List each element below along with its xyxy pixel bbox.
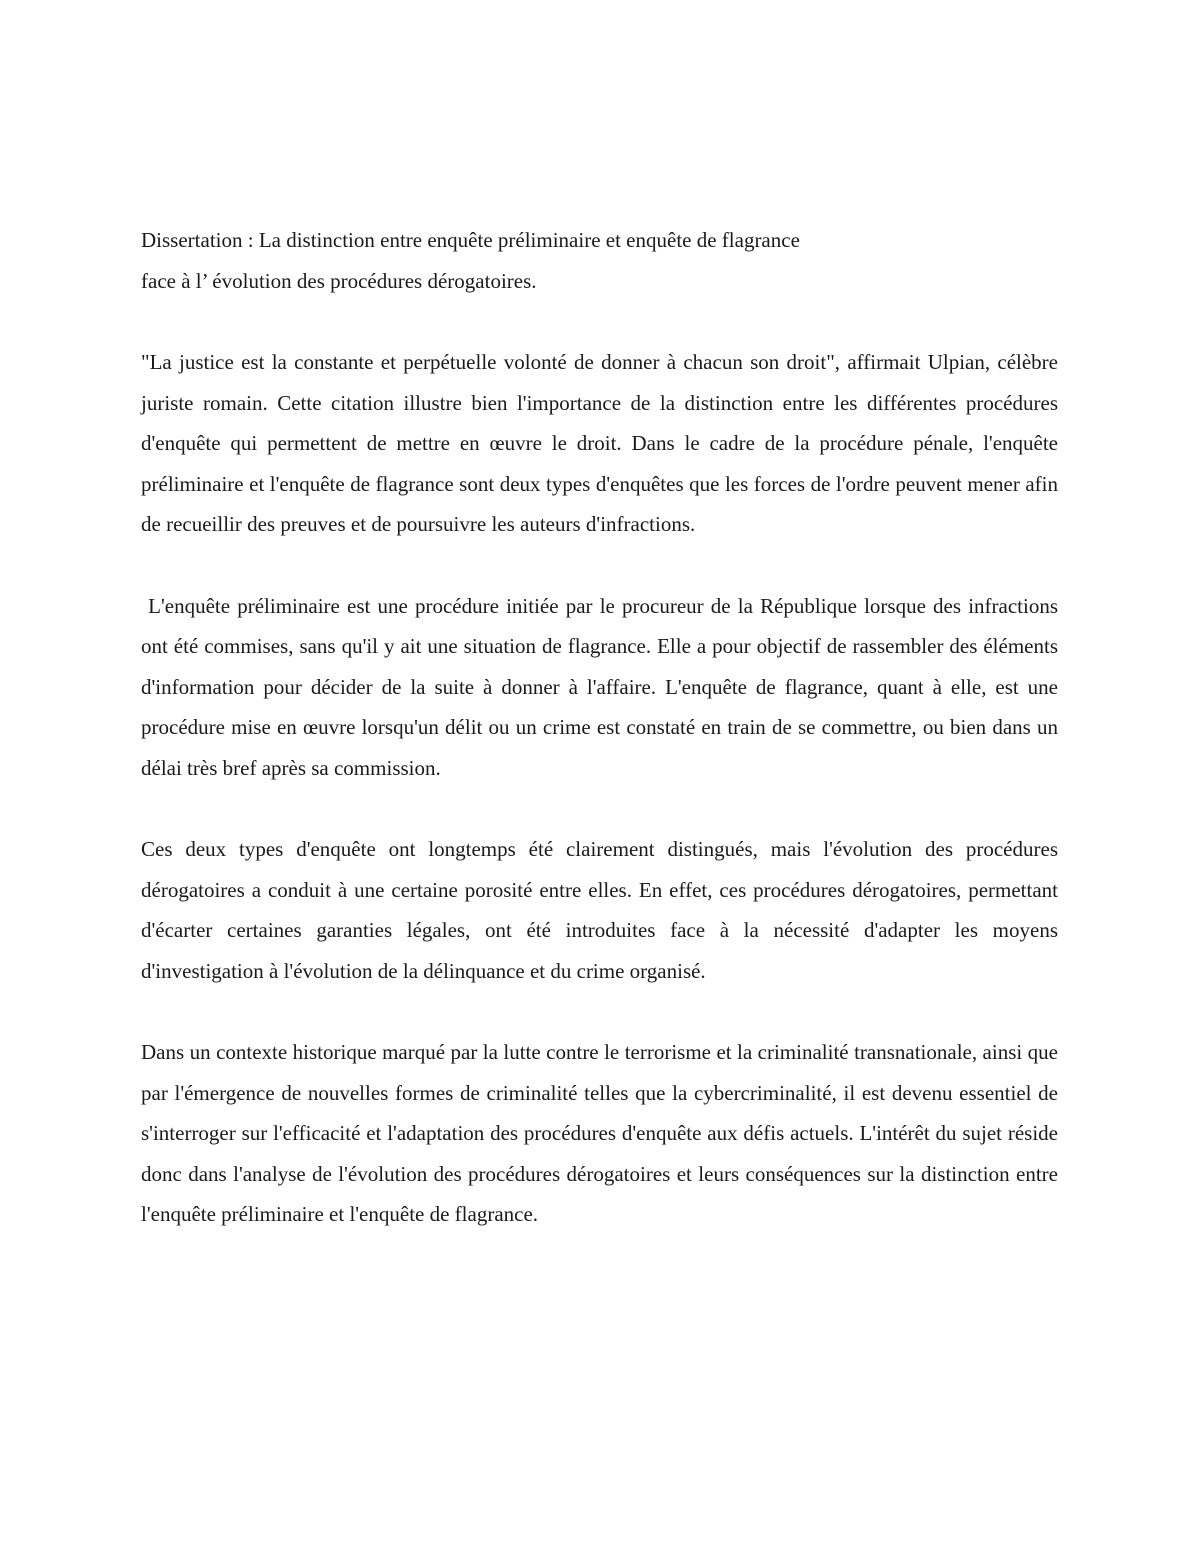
document-page [141, 220, 1064, 1235]
paragraph-intro-quote: "La justice est la constante et perpétuelle volonté de donner à chacun son droit", affirmait Ulpian, célèbre juriste romain. Cette citation illustre bien l'importance de la distinction entre les différentes procédures d'enquête qui permettent de mettre en œuvre le droit. Dans le cadre de la procédure pénale, l'enquête préliminaire et l'enquête de flagrance sont deux types d'enquêtes que les forces de l'ordre peuvent mener afin de recueillir des preuves et de poursuivre les auteurs d'infractions. [141, 350, 1058, 536]
spacer [141, 301, 1058, 342]
title-line-1: Dissertation : La distinction entre enquête préliminaire et enquête de flagrance [141, 228, 800, 252]
spacer [141, 545, 1058, 586]
spacer [141, 788, 1058, 829]
paragraph-contexte-historique: Dans un contexte historique marqué par la lutte contre le terrorisme et la criminalité transnationale, ainsi que par l'émergence de nouvelles formes de criminalité telles que la cybercriminalité, il est devenu essentiel de s'interroger sur l'efficacité et l'adaptation des procédures d'enquête aux défis actuels. L'intérêt du sujet réside donc dans l'analyse de l'évolution des procédures dérogatoires et leurs conséquences sur la distinction entre l'enquête préliminaire et l'enquête de flagrance. [141, 1040, 1058, 1226]
spacer [141, 991, 1058, 1032]
title-line-2: face à l’ évolution des procédures dérogatoires. [141, 268, 537, 293]
paragraph-enquete-preliminaire: L'enquête préliminaire est une procédure initiée par le procureur de la République lorsque des infractions ont été commises, sans qu'il y ait une situation de flagrance. Elle a pour objectif de rassembler des éléments d'information pour décider de la suite à donner à l'affaire. L'enquête de flagrance, quant à elle, est une procédure mise en œuvre lorsqu'un délit ou un crime est constaté en train de se commettre, ou bien dans un délai très bref après sa commission. [141, 593, 1064, 780]
paragraph-procedures-derogatoires: Ces deux types d'enquête ont longtemps été clairement distingués, mais l'évolution des procédures dérogatoires a conduit à une certaine porosité entre elles. En effet, ces procédures dérogatoires, permettant d'écarter certaines garanties légales, ont été introduites face à la nécessité d'adapter les moyens d'investigation à l'évolution de la délinquance et du crime organisé. [141, 837, 1058, 983]
